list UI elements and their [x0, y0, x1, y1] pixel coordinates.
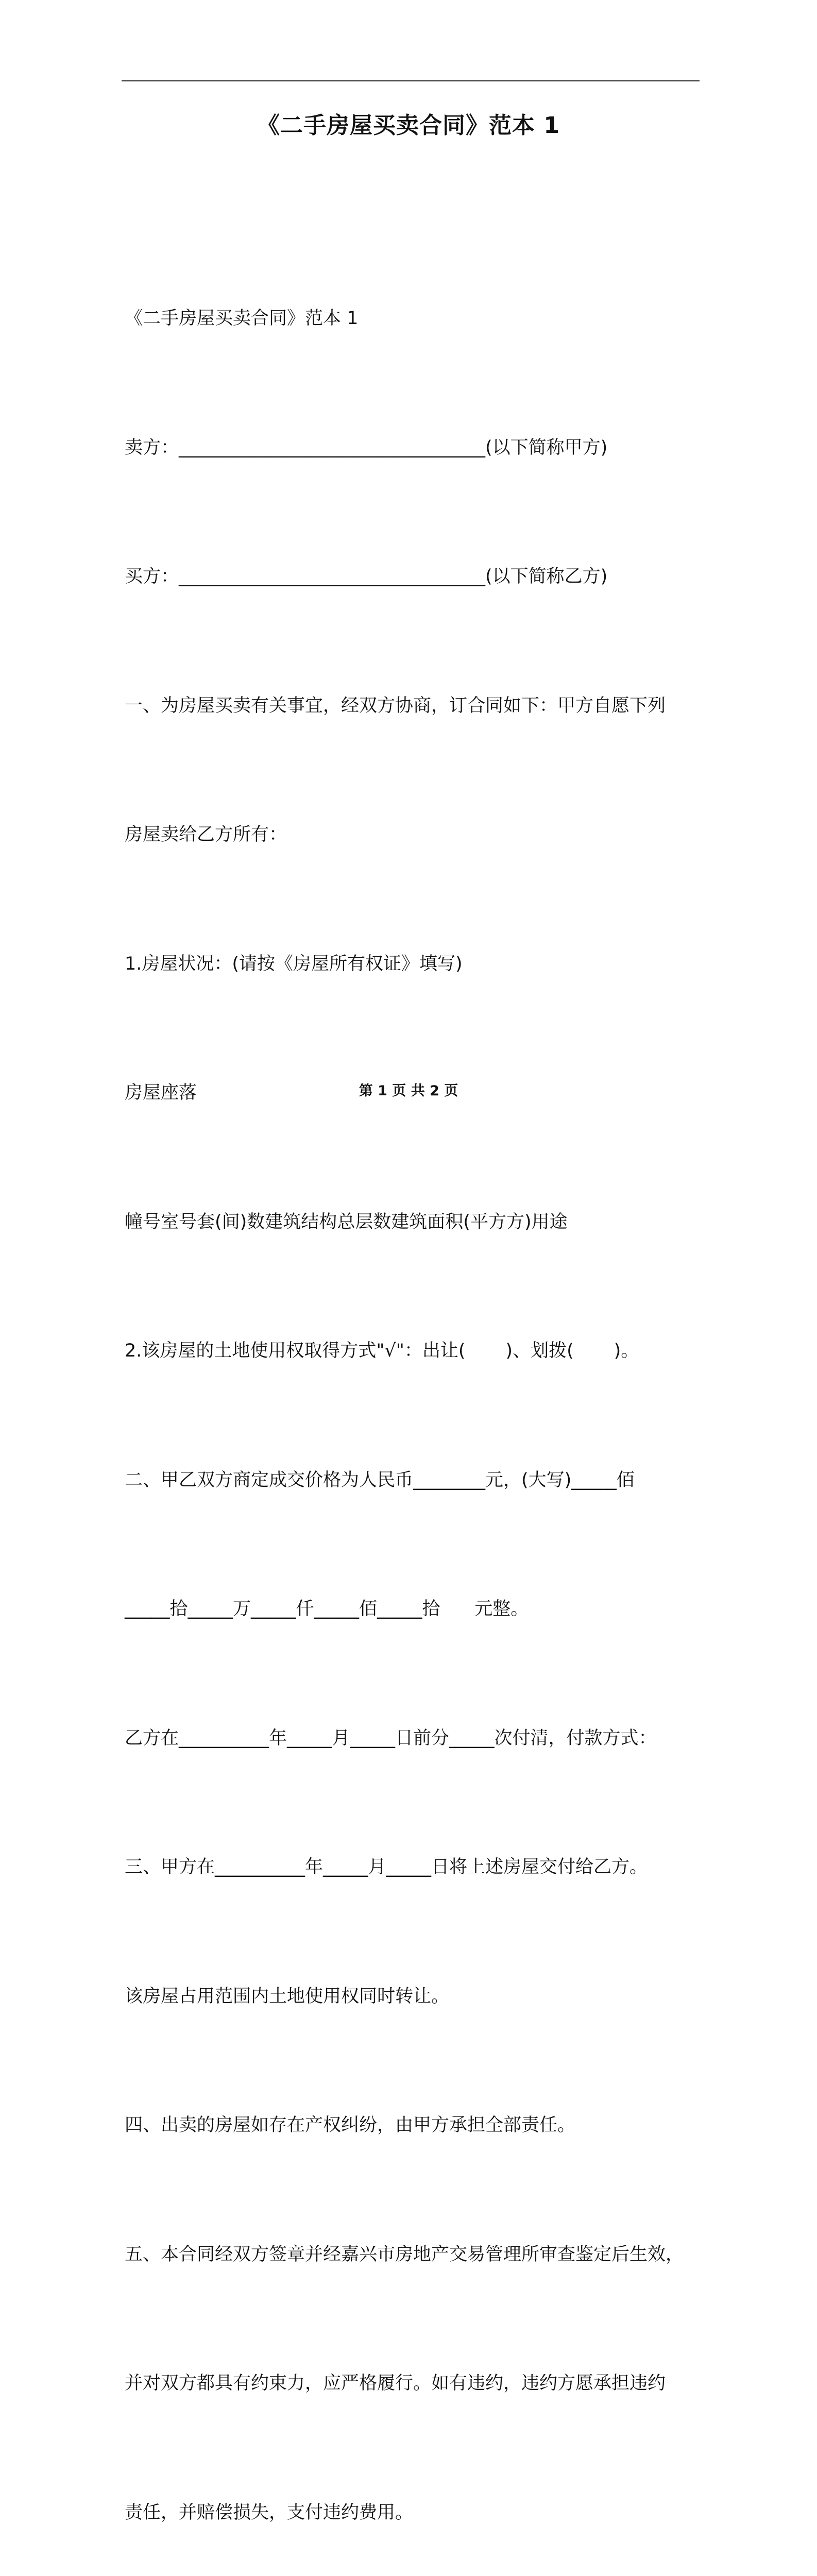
page-footer: 第 1 页 共 2 页 [359, 1083, 458, 1099]
body-line: 2.该房屋的土地使用权取得方式"√"：出让( )、划拨( )。 [125, 1341, 639, 1361]
body-line: 该房屋占用范围内土地使用权同时转让。 [125, 1986, 450, 2007]
body-line: 房屋座落 [125, 1082, 197, 1103]
header-rule [122, 80, 700, 81]
body-line: 房屋卖给乙方所有： [125, 824, 287, 845]
body-line: 五、本合同经双方签章并经嘉兴市房地产交易管理所审查鉴定后生效， [125, 2244, 684, 2265]
document-title: 《二手房屋买卖合同》范本 1 [257, 112, 560, 139]
body-line: 《二手房屋买卖合同》范本 1 [125, 308, 359, 329]
body-line: 并对双方都具有约束力，应严格履行。如有违约，违约方愿承担违约 [125, 2373, 666, 2394]
body-line: 买方：__________________________________(以下简称乙方) [125, 566, 608, 587]
body-line: 二、甲乙双方商定成交价格为人民币________元，(大写)_____佰 [125, 1469, 635, 1490]
body-line: 一、为房屋买卖有关事宜，经双方协商，订合同如下：甲方自愿下列 [125, 695, 666, 716]
body-line: 责任，并赔偿损失，支付违约费用。 [125, 2502, 414, 2523]
body-line: 1.房屋状况：(请按《房屋所有权证》填写) [125, 953, 463, 974]
body-line: _____拾_____万_____仟_____佰_____拾 元整。 [125, 1599, 529, 1619]
contract-body [125, 211, 712, 2576]
body-line: 卖方：__________________________________(以下简称甲方) [125, 437, 608, 458]
body-line: 乙方在__________年_____月_____日前分_____次付清，付款方式： [125, 1727, 657, 1749]
body-line: 四、出卖的房屋如存在产权纠纷，由甲方承担全部责任。 [125, 2115, 576, 2136]
body-line: 幢号室号套(间)数建筑结构总层数建筑面积(平方方)用途 [125, 1211, 568, 1232]
body-line: 三、甲方在__________年_____月_____日将上述房屋交付给乙方。 [125, 1857, 648, 1877]
